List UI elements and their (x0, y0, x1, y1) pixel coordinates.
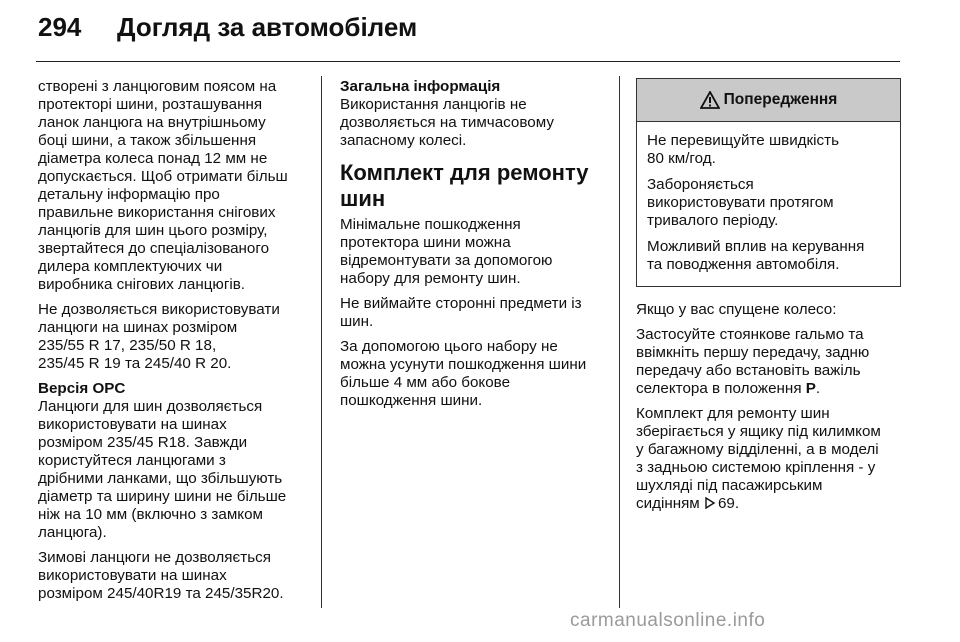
page-title: Догляд за автомобілем (117, 12, 418, 42)
paragraph: Забороняється використовувати протягом тривалого періоду. (647, 176, 834, 229)
gear-position: P (805, 380, 816, 397)
warning-body (637, 122, 900, 286)
page-reference[interactable]: 69. (717, 495, 740, 512)
warning-header (637, 79, 900, 122)
paragraph: Використання ланцюгів не дозволяється на тимчасовому запасному колесі. (340, 96, 554, 149)
paragraph: Ланцюги для шин дозволяється використовувати на шинах розміром 235/45 R18. Завжди користуйтеся ланцюгами з дрібними ланками, що збільшують діаметр та ширину шини не більше ніж на 10 мм (включно з замком ланцюга). (38, 398, 287, 541)
paragraph (636, 326, 901, 398)
page-header (0, 0, 960, 60)
paragraph: Мінімальне пошкодження протектора шини можна відремонтувати за допомогою набору для ремонту шин. (340, 216, 553, 287)
column-2 (340, 78, 610, 417)
paragraph: Зимові ланцюги не дозволяється використовувати на шинах розміром 245/40R19 та 245/35R20. (38, 549, 284, 602)
text: Комплект для ремонту шин зберігається у ящику під килимком у багажному відділенні, а в моделі з задньою системою кріплення - у шухляді під пасажирським сидінням (636, 405, 881, 512)
page-number: 294 (38, 12, 82, 42)
paragraph: створені з ланцюговим поясом на протекторі шини, розташування ланок ланцюга на внутрішньому боці шини, а також збільшення діаметра колеса понад 12 мм не допускається. Щоб отримати більш детальну інформацію про правильне використання снігових ланцюгів для шин цього розміру, звертайтеся до спеціалізованого дилера комплектуючих чи виробника снігових ланцюгів. (38, 78, 288, 293)
paragraph: Не дозволяється використовувати ланцюги на шинах розміром 235/55 R 17, 235/50 R 18, 235/45 R 19 та 245/40 R 20. (38, 301, 280, 372)
column-divider-1 (321, 76, 322, 608)
column-3 (636, 78, 901, 520)
subheading-opc: Версія OPC (38, 380, 126, 397)
section-title: Комплект для ремонту шин (340, 160, 589, 211)
paragraph (636, 405, 901, 513)
warning-box (636, 78, 901, 287)
paragraph: Можливий вплив на керування та поводження автомобіля. (647, 238, 865, 273)
subheading-general: Загальна інформація (340, 78, 501, 95)
warning-title: Попередження (723, 91, 838, 108)
paragraph: За допомогою цього набору не можна усунути пошкодження шини більше 4 мм або бокове пошкодження шини. (340, 338, 587, 409)
watermark: carmanualsonline.info (570, 610, 766, 631)
page-reference-icon (704, 497, 716, 509)
paragraph: Якщо у вас спущене колесо: (636, 301, 837, 318)
text: . (815, 380, 821, 397)
paragraph: Не перевищуйте швидкість 80 км/год. (647, 132, 840, 167)
header-divider (36, 61, 900, 62)
paragraph: Не виймайте сторонні предмети із шин. (340, 295, 582, 330)
text: Застосуйте стоянкове гальмо та ввімкніть першу передачу, задню передачу або встановіть важіль селектора в положення (636, 326, 870, 397)
warning-triangle-icon (700, 91, 720, 109)
column-1 (38, 78, 313, 610)
column-divider-2 (619, 76, 620, 608)
